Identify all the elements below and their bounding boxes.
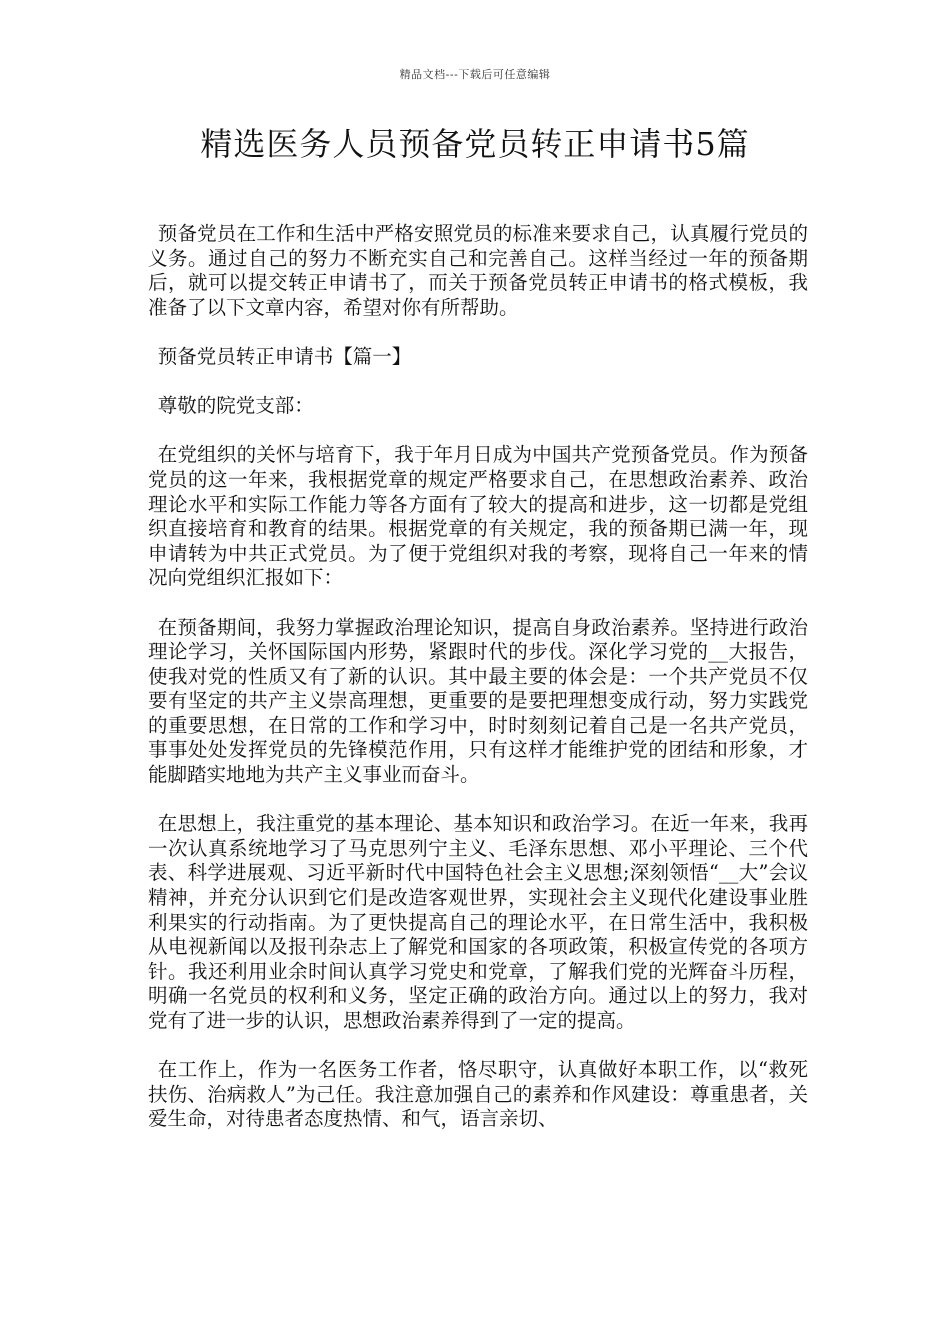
document-body [148,222,808,1157]
intro-paragraph: 预备党员在工作和生活中严格安照党员的标准来要求自己，认真履行党员的义务。通过自己的努力不断充实自己和完善自己。这样当经过一年的预备期后，就可以提交转正申请书了，而关于预备党员转正申请书的格式模板，我准备了以下文章内容，希望对你有所帮助。 [148,222,808,319]
header-note: 精品文档---下载后可任意编辑 [399,68,551,81]
body-paragraph: 在党组织的关怀与培育下，我于年月日成为中国共产党预备党员。作为预备党员的这一年来，我根据党章的规定严格要求自己，在思想政治素养、政治理论水平和实际工作能力等各方面有了较大的提高和进步，这一切都是党组织直接培育和教育的结果。根据党章的有关规定，我的预备期已满一年，现申请转为中共正式党员。为了便于党组织对我的考察，现将自己一年来的情况向党组织汇报如下： [148,443,808,590]
section-heading: 预备党员转正申请书【篇一】 [157,344,412,368]
body-paragraph: 在工作上，作为一名医务工作者，恪尽职守，认真做好本职工作，以“救死扶伤、治病救人”为己任。我注意加强自己的素养和作风建设：尊重患者，关爱生命，对待患者态度热情、和气，语言亲切、 [148,1058,808,1131]
body-paragraph: 在预备期间，我努力掌握政治理论知识，提高自身政治素养。坚持进行政治理论学习，关怀国际国内形势，紧跟时代的步伐。深化学习党的__大报告，使我对党的性质又有了新的认识。其中最主要的体会是：一个共产党员不仅要有坚定的共产主义崇高理想，更重要的是要把理想变成行动，努力实践党的重要思想，在日常的工作和学习中，时时刻刻记着自己是一名共产党员，事事处处发挥党员的先锋模范作用，只有这样才能维护党的团结和形象，才能脚踏实地地为共产主义事业而奋斗。 [148,615,808,787]
body-paragraph: 在思想上，我注重党的基本理论、基本知识和政治学习。在近一年来，我再一次认真系统地学习了马克思列宁主义、毛泽东思想、邓小平理论、三个代表、科学进展观、习近平新时代中国特色社会主义思想;深刻领悟“__大”会议精神，并充分认识到它们是改造客观世界，实现社会主义现代化建设事业胜利果实的行动指南。为了更快提高自己的理论水平，在日常生活中，我积极从电视新闻以及报刊杂志上了解党和国家的各项政策，积极宣传党的各项方针。我还利用业余时间认真学习党史和党章，了解我们党的光辉奋斗历程，明确一名党员的权利和义务，坚定正确的政治方向。通过以上的努力，我对党有了进一步的认识，思想政治素养得到了一定的提高。 [148,812,808,1032]
document-title: 精选医务人员预备党员转正申请书5篇 [200,125,750,163]
salutation: 尊敬的院党支部： [157,394,314,418]
